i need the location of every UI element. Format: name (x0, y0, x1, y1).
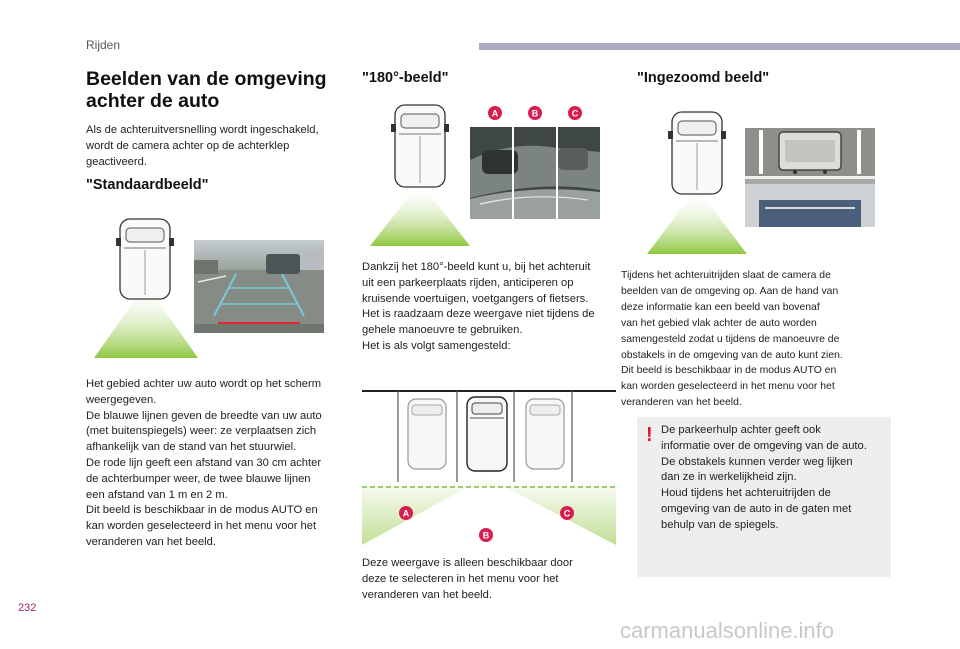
view-180-illustration (362, 100, 612, 248)
intro-text: Als de achteruitversnelling wordt ingeschakeld, wordt de camera achter op de achterklep geactiveerd. (86, 124, 319, 168)
standard-view-illustration (86, 212, 346, 362)
parked-van-left (408, 399, 446, 469)
view-180-availability: Deze weergave is alleen beschikbaar door deze te selecteren in het menu voor het veranderen van het beeld. (362, 557, 573, 601)
rear-camera-screen (194, 240, 324, 333)
standard-view-description: Het gebied achter uw auto wordt op het scherm weergegeven. De blauwe lijnen geven de breedte van uw auto (met buitenspiegels) weer: ze verplaatsen zich afhankelijk van de stand van het stuurwiel. De rode lijn geeft een afstand van 30 cm achter de achterbumper weer, de twee blauwe lijnen een afstand van 1 m en 2 m. Dit beeld is beschikbaar in de modus AUTO en kan worden geselecteerd in het menu voor het veranderen van het beeld. (86, 378, 322, 548)
label-a-badge (488, 106, 502, 120)
page-title (86, 68, 327, 112)
label-b: B (531, 108, 539, 119)
section-label: Rijden (86, 38, 121, 52)
label-a-badge (399, 506, 413, 520)
page-title-line1: Beelden van de omgeving (86, 68, 327, 90)
zoomed-view-illustration (637, 104, 887, 256)
camera-cone (370, 182, 470, 246)
label-c-badge (560, 506, 574, 520)
standard-view-heading: "Standaardbeeld" (86, 177, 209, 193)
label-a: A (491, 108, 499, 119)
notice-text: De parkeerhulp achter geeft ook informatie over de omgeving van de auto. De obstakels kunnen verder weg lijken dan ze in werkelijkheid zijn. Houd tijdens het achteruitrijden de omgeving van de auto in de gaten met behulp van de spiegels. (661, 424, 867, 531)
camera-screen-180 (470, 127, 600, 219)
label-a: A (402, 508, 410, 519)
label-c: C (563, 508, 571, 519)
zoomed-view-description: Tijdens het achteruitrijden slaat de camera de beelden van de omgeving op. Aan de hand van deze informatie kan een beeld van bovenaf van het gebied vlak achter de auto worden samengesteld zodat u tijdens de manoeuvre de obstakels in de omgeving van de auto kunt zien. Dit beeld is beschikbaar in de modus AUTO en kan worden geselecteerd in het menu voor het veranderen van het beeld. (621, 270, 843, 409)
label-b-badge (528, 106, 542, 120)
warning-icon: ! (646, 424, 653, 446)
camera-cone (647, 188, 747, 254)
label-c-badge (568, 106, 582, 120)
label-b-badge (479, 528, 493, 542)
camera-screen-zoomed (745, 128, 875, 227)
zoomed-view-heading: "Ingezoomd beeld" (637, 70, 770, 86)
parking-diagram (362, 385, 617, 555)
watermark: carmanualsonline.info (620, 618, 835, 643)
label-c: C (571, 108, 579, 119)
van-icon (668, 112, 726, 194)
label-b: B (482, 530, 490, 541)
header-accent-bar (479, 43, 960, 50)
view-180-heading: "180°-beeld" (362, 70, 449, 86)
ego-van (467, 397, 507, 471)
van-icon (391, 105, 449, 187)
page-number: 232 (18, 602, 37, 614)
view-180-description: Dankzij het 180°-beeld kunt u, bij het achteruit uit een parkeerplaats rijden, anticiperen op kruisende voertuigen, voetgangers of fietsers. Het is raadzaam deze weergave niet tijdens de gehele manoeuvre te gebruiken. Het is als volgt samengesteld: (362, 261, 595, 352)
van-icon (116, 219, 174, 299)
parked-van-right (526, 399, 564, 469)
page-title-line2: achter de auto (86, 90, 220, 112)
